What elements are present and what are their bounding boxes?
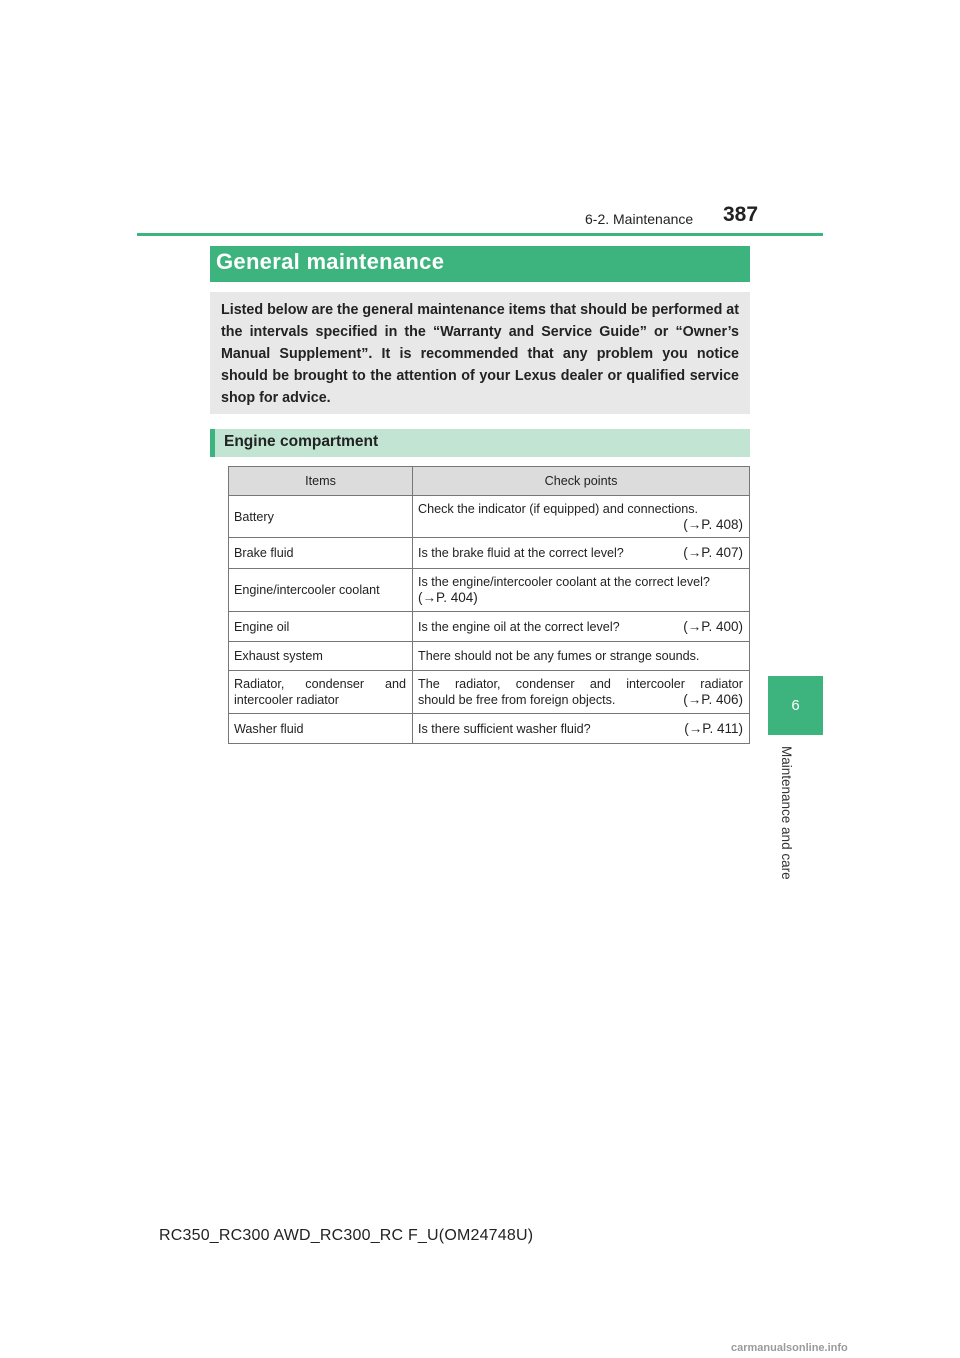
item-cell: Engine oil [229,612,413,642]
table-row [229,714,750,744]
check-cell: There should not be any fumes or strange sounds. [413,642,750,671]
table-row [229,496,750,538]
table-row [229,569,750,612]
section-header: 6-2. Maintenance [585,211,694,227]
check-text: Is there sufficient washer fluid? [418,721,591,736]
page-reference-link[interactable]: (→P. 400) [683,618,743,634]
item-cell: Battery [229,496,413,538]
page-reference-link[interactable]: (→P. 411) [684,720,743,736]
item-cell: Engine/intercooler coolant [229,569,413,612]
page-reference-link[interactable]: (→P. 404) [418,590,478,605]
model-footer: RC350_RC300 AWD_RC300_RC F_U(OM24748U) [159,1227,534,1244]
chapter-label: Maintenance and care [779,746,794,880]
check-text: Is the engine oil at the correct level? [418,619,620,634]
check-text: Check the indicator (if equipped) and connections. [418,501,699,516]
item-cell: Radiator, condenser and intercooler radiator [229,671,413,714]
item-cell: Brake fluid [229,538,413,569]
maintenance-table [228,466,750,744]
check-text: Is the brake fluid at the correct level? [418,546,624,560]
page-title: General maintenance [210,246,750,282]
table-row [229,612,750,642]
check-text: The radiator, condenser and intercooler radiator [418,677,743,691]
check-cell [413,538,750,569]
table-row [229,538,750,569]
column-header-items: Items [229,467,413,496]
watermark-text: carmanualsonline.info [731,1342,848,1354]
table-row [229,642,750,671]
item-cell: Washer fluid [229,714,413,744]
header-rule [137,233,823,236]
check-cell [413,612,750,642]
check-cell [413,569,750,612]
intro-paragraph: Listed below are the general maintenance items that should be performed at the intervals specified in the “Warranty and Service Guide” or “Owner’s Manual Supplement”. It is recommended that any problem you notice should be brought to the attention of your Lexus dealer or qualified service shop for advice. [210,292,750,414]
page-reference-link[interactable]: (→P. 406) [683,692,743,707]
page-number: 387 [723,203,759,226]
column-header-check-points: Check points [413,467,750,496]
check-cell [413,714,750,744]
check-cell [413,496,750,538]
table-row [229,671,750,714]
subsection-heading: Engine compartment [210,429,750,457]
chapter-tab[interactable]: 6 [768,676,823,735]
check-text: Is the engine/intercooler coolant at the correct level? [418,575,710,589]
table-header-row [229,467,750,496]
page-reference-link[interactable]: (→P. 407) [683,545,743,560]
page-reference-link[interactable]: (→P. 408) [683,516,743,532]
check-cell [413,671,750,714]
check-text-continued: should be free from foreign objects. [418,693,616,707]
item-cell: Exhaust system [229,642,413,671]
